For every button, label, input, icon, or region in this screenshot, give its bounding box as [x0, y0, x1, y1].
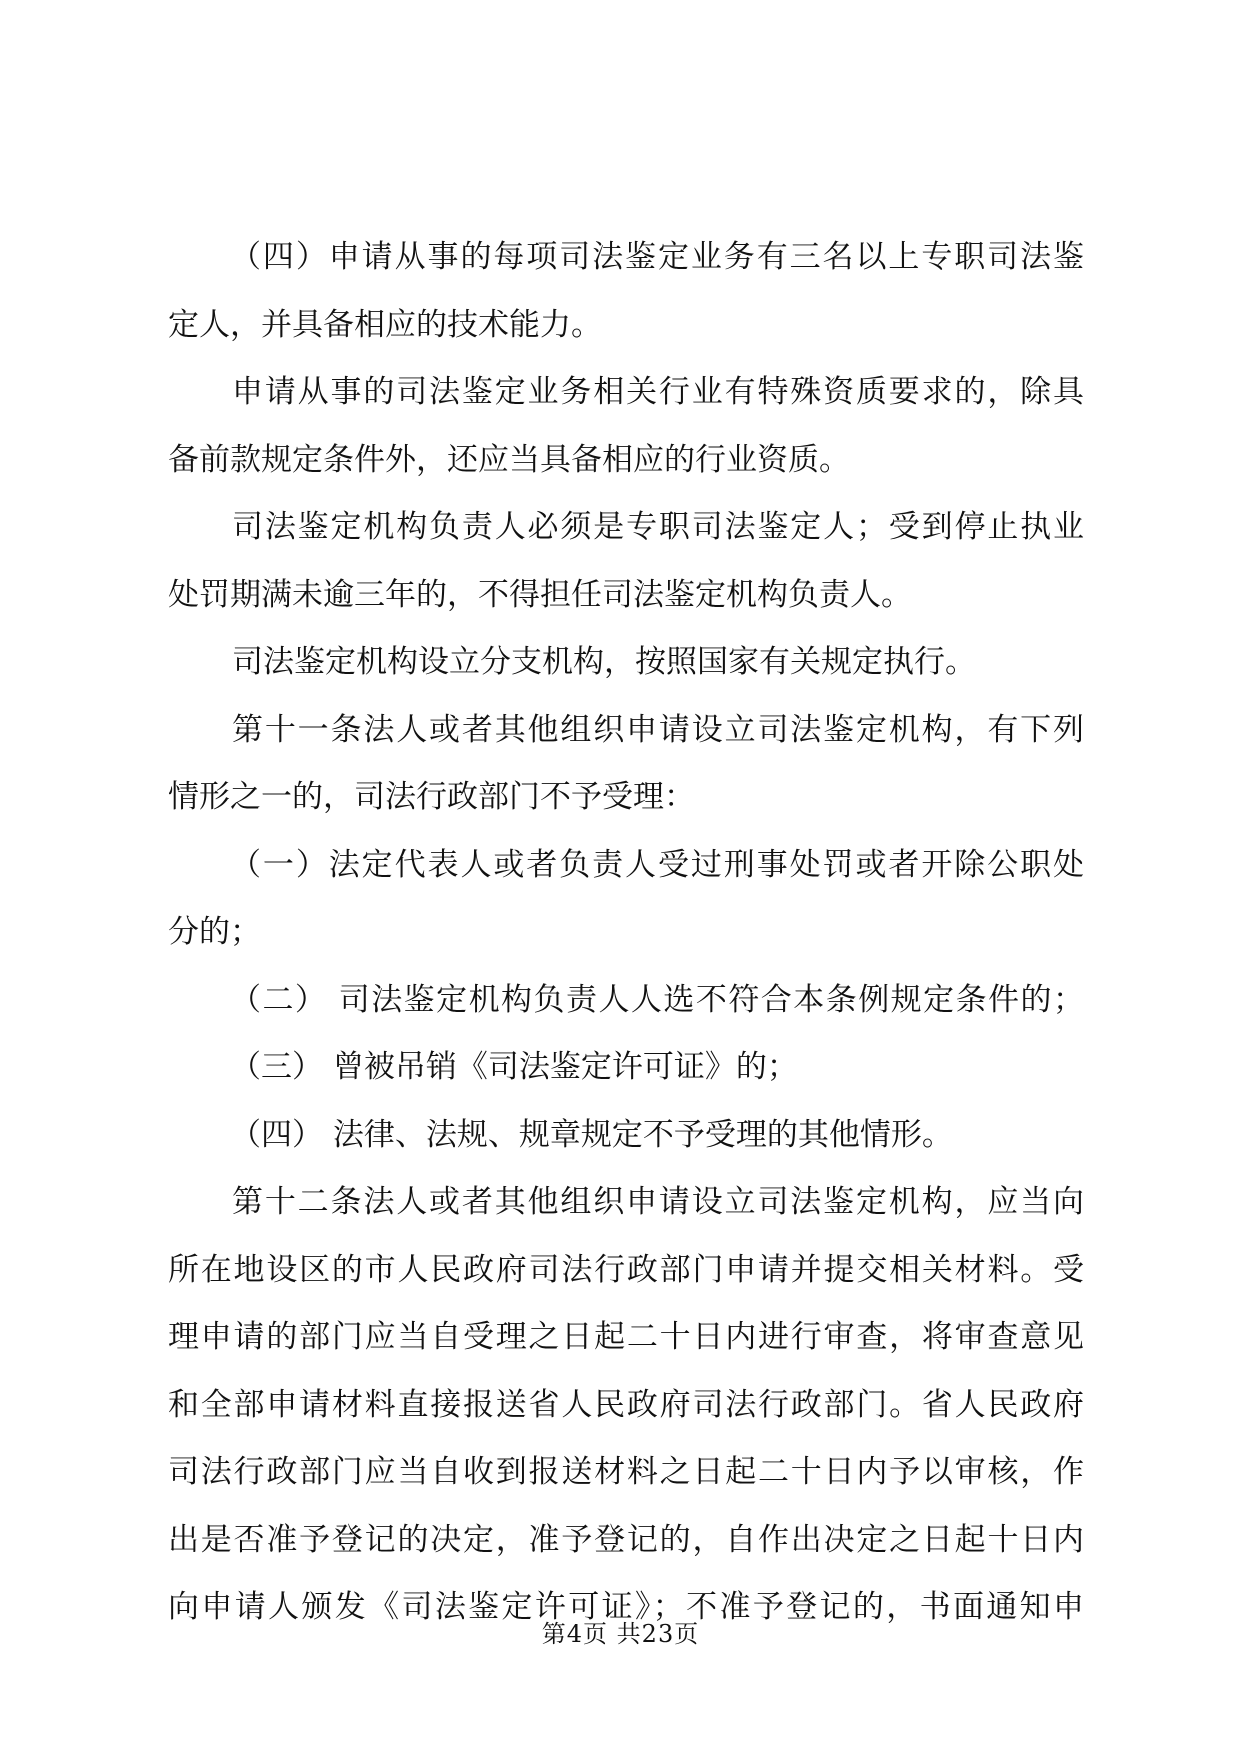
text-line: （一）法定代表人或者负责人受过刑事处罚或者开除公职处	[230, 846, 1084, 883]
text-line: 处罚期满未逾三年的，不得担任司法鉴定机构负责人。	[168, 576, 912, 613]
document-body	[168, 224, 1084, 1642]
text-line: 司法鉴定机构设立分支机构，按照国家有关规定执行。	[232, 644, 976, 680]
text-line: 申请从事的司法鉴定业务相关行业有特殊资质要求的，除具	[232, 374, 1084, 410]
text-line: 所在地设区的市人民政府司法行政部门申请并提交相关材料。受	[168, 1251, 1084, 1288]
text-line: 备前款规定条件外，还应当具备相应的行业资质。	[168, 441, 850, 478]
text-line: 第十二条法人或者其他组织申请设立司法鉴定机构，应当向	[232, 1184, 1084, 1220]
text-line: 理申请的部门应当自受理之日起二十日内进行审查，将审查意见	[168, 1319, 1084, 1355]
text-line: （三） 曾被吊销《司法鉴定许可证》的；	[230, 1049, 798, 1085]
text-line: 和全部申请材料直接报送省人民政府司法行政部门。省人民政府	[168, 1386, 1084, 1423]
text-line: 司法鉴定机构负责人必须是专职司法鉴定人；受到停止执业	[232, 509, 1084, 545]
text-line: 向申请人颁发《司法鉴定许可证》；不准予登记的，书面通知申	[168, 1589, 1084, 1625]
text-line: 出是否准予登记的决定，准予登记的，自作出决定之日起十日内	[168, 1521, 1084, 1558]
text-line: 第十一条法人或者其他组织申请设立司法鉴定机构，有下列	[232, 711, 1084, 748]
text-line: （四）申请从事的每项司法鉴定业务有三名以上专职司法鉴	[230, 239, 1084, 275]
text-line: （四） 法律、法规、规章规定不予受理的其他情形。	[230, 1116, 953, 1153]
text-line: 分的；	[168, 914, 261, 950]
text-line: 定人，并具备相应的技术能力。	[168, 306, 602, 343]
text-line: （二） 司法鉴定机构负责人人选不符合本条例规定条件的；	[230, 981, 1084, 1018]
text-line: 情形之一的，司法行政部门不予受理：	[168, 779, 695, 815]
text-line: 司法行政部门应当自收到报送材料之日起二十日内予以审核，作	[168, 1454, 1084, 1490]
page-footer: 第4页 共23页	[541, 1620, 700, 1648]
